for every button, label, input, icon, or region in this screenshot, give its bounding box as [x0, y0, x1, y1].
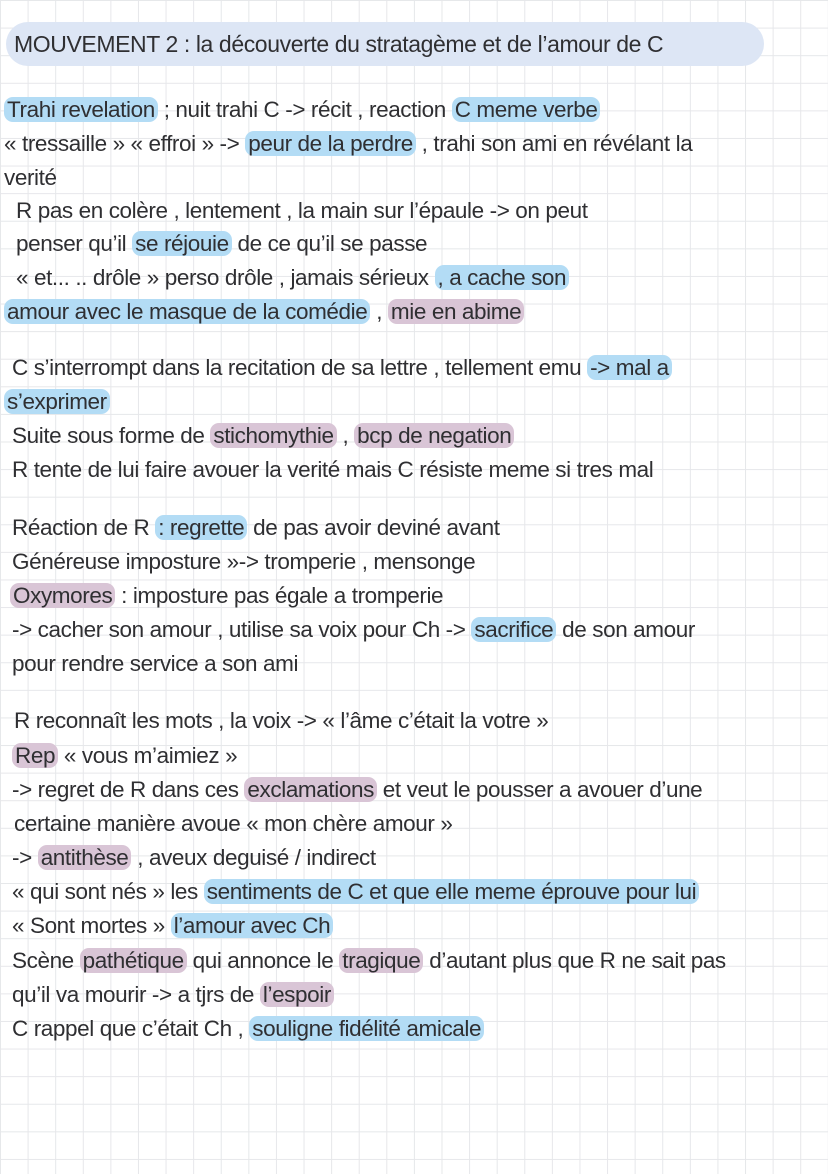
highlight-blue: souligne fidélité amicale	[249, 1016, 484, 1041]
note-line: Rep « vous m’aimiez »	[12, 739, 237, 773]
note-line: Scène pathétique qui annonce le tragique d’autant plus que R ne sait pas	[12, 948, 726, 973]
highlight-blue: : regrette	[155, 515, 247, 540]
note-line: « tressaille » « effroi » -> peur de la perdre , trahi son ami en révélant la	[4, 131, 693, 156]
highlight-blue: amour avec le masque de la comédie	[4, 299, 370, 324]
note-line: « qui sont nés » les sentiments de C et que elle meme éprouve pour lui	[12, 875, 699, 909]
note-line: C rappel que c’était Ch , souligne fidélité amicale	[12, 1012, 484, 1046]
highlight-purple: bcp de negation	[354, 423, 514, 448]
highlight-blue: peur de la perdre	[245, 131, 416, 156]
note-line: « Sont mortes » l’amour avec Ch	[12, 909, 333, 943]
highlight-purple: Rep	[12, 743, 58, 768]
page-title: MOUVEMENT 2 : la découverte du stratagème et de l’amour de C	[14, 31, 664, 57]
note-line: Trahi revelation ; nuit trahi C -> récit , reaction C meme verbe	[4, 93, 600, 127]
note-line: pour rendre service a son ami	[12, 651, 299, 676]
note-line: penser qu’il se réjouie de ce qu’il se passe	[16, 231, 428, 256]
note-line: certaine manière avoue « mon chère amour »	[14, 811, 453, 836]
highlight-blue: s’exprimer	[4, 389, 110, 414]
highlight-blue: l’amour avec Ch	[171, 913, 334, 938]
note-line: Réaction de R : regrette de pas avoir deviné avant	[12, 515, 500, 540]
note-line: amour avec le masque de la comédie , mie en abime	[4, 295, 524, 329]
note-line: R pas en colère , lentement , la main sur l’épaule -> on peut	[16, 198, 588, 223]
note-line: R tente de lui faire avouer la verité mais C résiste meme si tres mal	[12, 457, 654, 482]
note-line: R reconnaît les mots , la voix -> « l’âme c’était la votre »	[14, 708, 549, 733]
note-line: Généreuse imposture »-> tromperie , mensonge	[12, 549, 476, 574]
highlight-blue: -> mal a	[587, 355, 672, 380]
highlight-purple: pathétique	[80, 948, 187, 973]
highlight-blue: sentiments de C et que elle meme éprouve pour lui	[204, 879, 699, 904]
note-line: qu’il va mourir -> a tjrs de l’espoir	[12, 978, 334, 1012]
note-line: -> cacher son amour , utilise sa voix pour Ch -> sacrifice de son amour	[12, 617, 695, 642]
note-line: -> antithèse , aveux deguisé / indirect	[12, 845, 376, 870]
highlight-purple: antithèse	[38, 845, 132, 870]
highlight-purple: mie en abime	[388, 299, 524, 324]
highlight-purple: exclamations	[244, 777, 377, 802]
note-line: -> regret de R dans ces exclamations et veut le pousser a avouer d’une	[12, 777, 703, 802]
note-line: Oxymores : imposture pas égale a tromperie	[10, 579, 443, 613]
highlight-blue: , a cache son	[435, 265, 570, 290]
highlight-purple: l’espoir	[260, 982, 334, 1007]
note-line	[4, 385, 110, 419]
highlight-blue: C meme verbe	[452, 97, 601, 122]
highlight-blue: se réjouie	[132, 231, 232, 256]
note-line: C s’interrompt dans la recitation de sa lettre , tellement emu -> mal a	[12, 351, 672, 385]
highlight-blue: sacrifice	[471, 617, 556, 642]
note-line: « et... .. drôle » perso drôle , jamais sérieux , a cache son	[16, 261, 569, 295]
note-line: verité	[4, 165, 57, 190]
note-line: Suite sous forme de stichomythie , bcp de negation	[12, 419, 514, 453]
highlight-purple: tragique	[339, 948, 423, 973]
highlight-blue: Trahi revelation	[4, 97, 158, 122]
highlight-purple: stichomythie	[210, 423, 336, 448]
highlight-purple: Oxymores	[10, 583, 115, 608]
